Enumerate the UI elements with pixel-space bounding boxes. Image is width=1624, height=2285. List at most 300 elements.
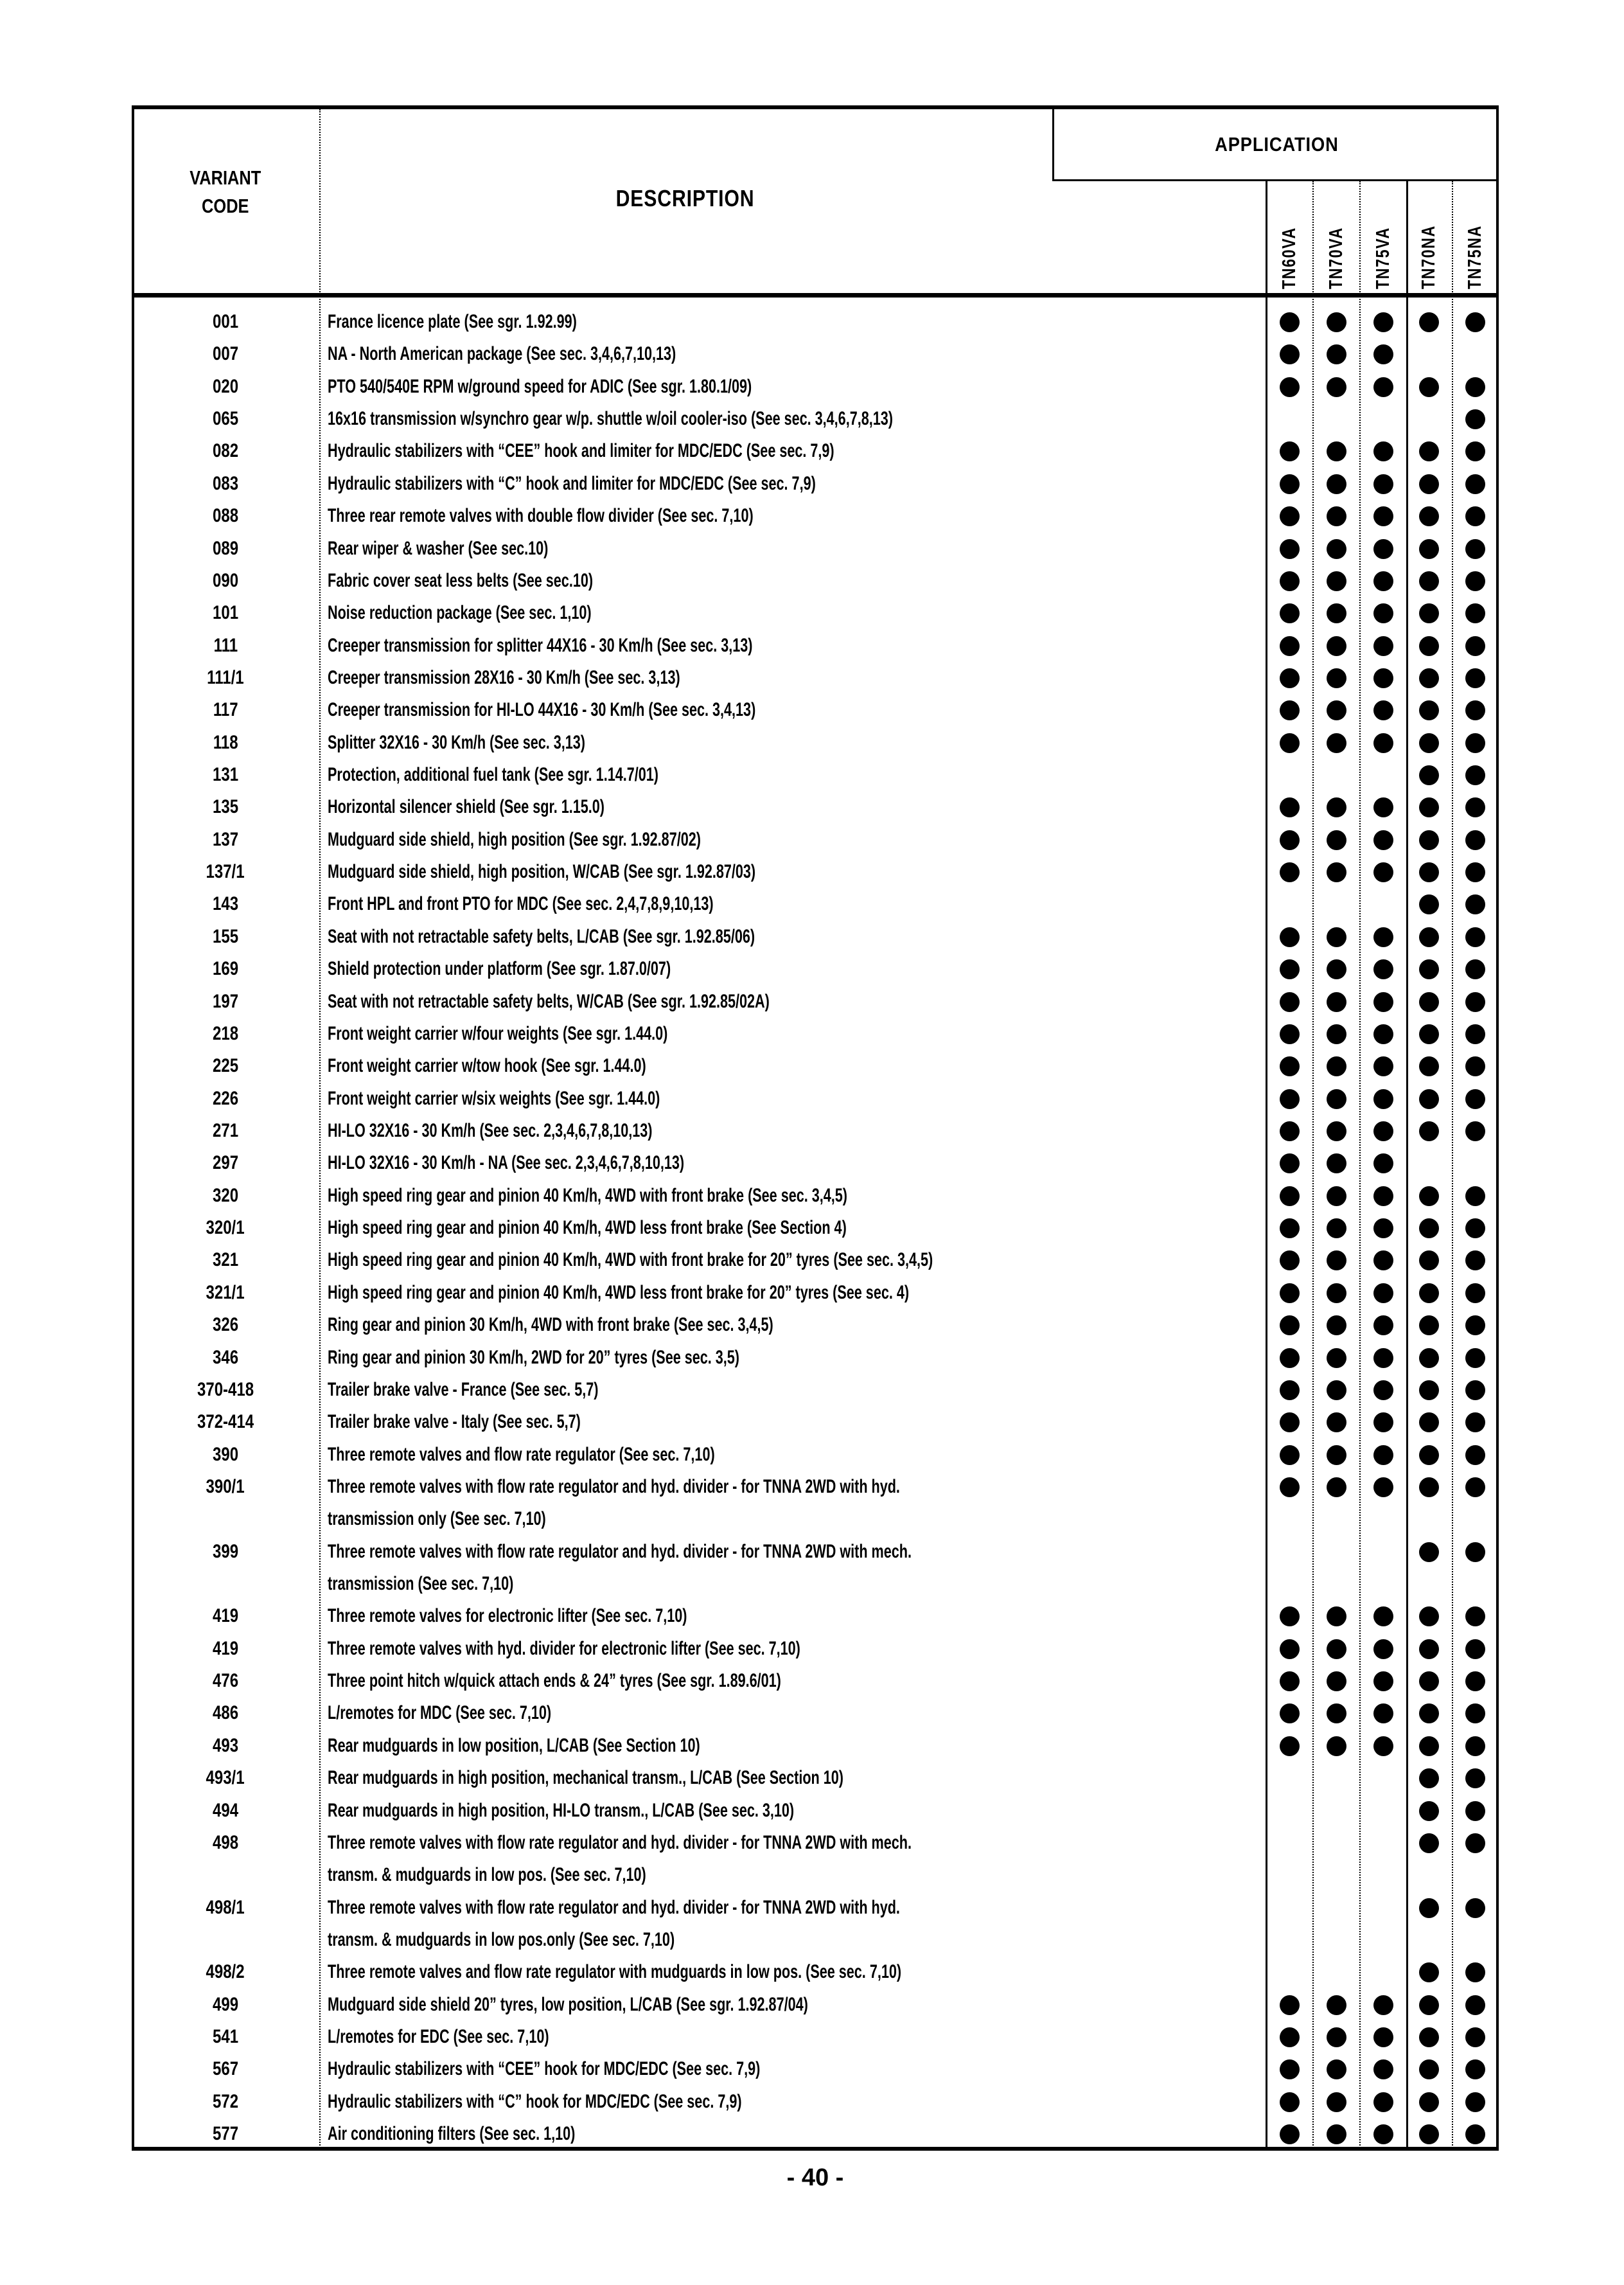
application-column-label: TN70VA [1326, 227, 1346, 289]
application-dot [1419, 1024, 1439, 1044]
application-dot [1465, 1639, 1485, 1659]
variant-code-cell: 493 [212, 1734, 239, 1756]
application-dot [1465, 539, 1485, 559]
description-cell: Rear mudguards in low position, L/CAB (See Section 10) [328, 1734, 700, 1756]
application-dot [1465, 1962, 1485, 1982]
application-dot [1280, 636, 1300, 656]
application-dot [1465, 797, 1485, 817]
application-dot [1465, 700, 1485, 720]
application-dot [1280, 344, 1300, 364]
variant-code-cell: 326 [212, 1314, 239, 1336]
application-dot [1280, 1024, 1300, 1044]
application-dot [1327, 668, 1346, 688]
description-cell: Front HPL and front PTO for MDC (See sec. 2,4,7,8,9,10,13) [328, 893, 714, 915]
application-dot [1465, 409, 1485, 429]
application-dot [1465, 1736, 1485, 1756]
application-dot [1327, 1445, 1346, 1465]
description-cell: transm. & mudguards in low pos. (See sec. 7,10) [328, 1864, 646, 1886]
application-dot [1465, 1348, 1485, 1368]
application-dot [1373, 1250, 1393, 1270]
variant-code-cell: 137/1 [206, 861, 245, 883]
application-dot [1327, 992, 1346, 1012]
application-dot [1280, 830, 1300, 850]
application-dot [1419, 1412, 1439, 1432]
application-dot [1373, 1477, 1393, 1497]
description-cell: transmission (See sec. 7,10) [328, 1573, 514, 1595]
application-dot [1373, 797, 1393, 817]
application-dot [1465, 894, 1485, 914]
application-dot [1419, 1833, 1439, 1853]
application-dot [1465, 1898, 1485, 1918]
application-dot [1465, 668, 1485, 688]
application-dot [1419, 1542, 1439, 1562]
application-dot [1419, 312, 1439, 332]
table-row [132, 468, 1499, 500]
application-dot [1373, 1412, 1393, 1432]
application-dot [1373, 571, 1393, 591]
description-cell: Mudguard side shield, high position (See sgr. 1.92.87/02) [328, 828, 701, 850]
description-cell: Three remote valves with hyd. divider for electronic lifter (See sec. 7,10) [328, 1637, 800, 1659]
table-row [132, 2053, 1499, 2085]
application-dot [1419, 474, 1439, 494]
application-dot [1419, 2092, 1439, 2112]
description-cell: Hydraulic stabilizers with “CEE” hook for MDC/EDC (See sec. 7,9) [328, 2058, 761, 2080]
application-dot [1373, 474, 1393, 494]
variant-code-cell: 135 [212, 796, 239, 818]
table-row [132, 1212, 1499, 1244]
variant-code-cell: 118 [213, 731, 238, 753]
description-cell: HI-LO 32X16 - 30 Km/h (See sec. 2,3,4,6,7,8,10,13) [328, 1120, 653, 1141]
description-cell: High speed ring gear and pinion 40 Km/h, 4WD with front brake for 20” tyres (See sec. 3,4,5) [328, 1249, 933, 1271]
table-row [132, 1730, 1499, 1762]
application-dot [1327, 862, 1346, 882]
application-dot [1465, 927, 1485, 947]
application-dot [1419, 1606, 1439, 1626]
application-dot [1327, 1995, 1346, 2015]
table-row [132, 1277, 1499, 1309]
description-cell: Splitter 32X16 - 30 Km/h (See sec. 3,13) [328, 731, 585, 753]
application-dot [1280, 797, 1300, 817]
description-cell: Creeper transmission for HI-LO 44X16 - 30 Km/h (See sec. 3,4,13) [328, 699, 756, 721]
description-cell: Three remote valves and flow rate regulator (See sec. 7,10) [328, 1443, 715, 1465]
application-dot [1465, 765, 1485, 785]
description-cell: Hydraulic stabilizers with “CEE” hook and limiter for MDC/EDC (See sec. 7,9) [328, 440, 834, 462]
page-number: - 40 - [786, 2164, 844, 2191]
table-row [132, 1309, 1499, 1341]
application-dot [1419, 1186, 1439, 1206]
table-row [132, 1956, 1499, 1988]
application-dot [1465, 1380, 1485, 1400]
application-dot [1373, 1703, 1393, 1723]
table-row [132, 630, 1499, 662]
application-dot [1373, 1121, 1393, 1141]
description-cell: Rear mudguards in high position, HI-LO transm., L/CAB (See sec. 3,10) [328, 1799, 795, 1821]
application-dot [1327, 1121, 1346, 1141]
application-dot [1419, 539, 1439, 559]
table-row [132, 1827, 1499, 1892]
application-dot [1419, 927, 1439, 947]
application-dot [1280, 312, 1300, 332]
variant-code-cell: 007 [212, 343, 239, 365]
application-dot [1419, 1995, 1439, 2015]
application-dot [1280, 2027, 1300, 2047]
application-dot [1465, 1218, 1485, 1238]
application-dot [1465, 1445, 1485, 1465]
application-dot [1373, 1089, 1393, 1109]
table-row [132, 694, 1499, 726]
table-row [132, 1471, 1499, 1536]
application-column-label: TN75VA [1373, 227, 1393, 289]
application-dot [1280, 1186, 1300, 1206]
application-dot [1280, 1089, 1300, 1109]
table-row [132, 338, 1499, 370]
table-row [132, 2086, 1499, 2118]
application-dot [1327, 2092, 1346, 2112]
application-dot [1465, 2059, 1485, 2079]
application-dot [1373, 700, 1393, 720]
table-row [132, 565, 1499, 597]
description-cell: Trailer brake valve - France (See sec. 5,7) [328, 1378, 599, 1400]
application-dot [1465, 1542, 1485, 1562]
application-dot [1419, 441, 1439, 461]
variant-code-cell: 137 [212, 828, 239, 850]
application-dot [1327, 1703, 1346, 1723]
application-dot [1419, 1121, 1439, 1141]
table-row [132, 1147, 1499, 1179]
description-cell: PTO 540/540E RPM w/ground speed for ADIC (See sgr. 1.80.1/09) [328, 375, 752, 397]
variant-code-cell: 155 [212, 925, 239, 947]
application-dot [1465, 1024, 1485, 1044]
application-dot [1465, 312, 1485, 332]
application-dot [1327, 1056, 1346, 1076]
table-row [132, 435, 1499, 467]
description-cell: transmission only (See sec. 7,10) [328, 1508, 546, 1530]
application-dot [1373, 1995, 1393, 2015]
application-dot [1280, 1412, 1300, 1432]
application-dot [1327, 1186, 1346, 1206]
description-cell: Ring gear and pinion 30 Km/h, 4WD with front brake (See sec. 3,4,5) [328, 1314, 773, 1336]
description-cell: Three remote valves with flow rate regulator and hyd. divider - for TNNA 2WD with mech. [328, 1831, 912, 1853]
description-cell: Front weight carrier w/six weights (See sgr. 1.44.0) [328, 1087, 660, 1109]
application-dot [1373, 506, 1393, 526]
variant-code-cell: 271 [212, 1120, 239, 1141]
application-dot [1419, 1703, 1439, 1723]
application-dot [1280, 700, 1300, 720]
application-dot [1465, 377, 1485, 397]
application-dot [1280, 927, 1300, 947]
variant-code-cell: 065 [212, 408, 239, 430]
application-dot [1465, 1186, 1485, 1206]
description-cell: Rear mudguards in high position, mechanical transm., L/CAB (See Section 10) [328, 1767, 843, 1789]
application-dot [1280, 1606, 1300, 1626]
variant-code-cell: 088 [212, 505, 239, 527]
variant-code-cell: 226 [212, 1087, 239, 1109]
table-row [132, 533, 1499, 565]
variant-code-cell: 111 [213, 634, 238, 656]
application-dot [1280, 1703, 1300, 1723]
application-dot [1280, 1056, 1300, 1076]
application-dot [1327, 2027, 1346, 2047]
variant-code-cell: 169 [212, 958, 239, 980]
table-row [132, 888, 1499, 920]
application-dot [1327, 377, 1346, 397]
application-dot [1373, 312, 1393, 332]
application-dot [1419, 1056, 1439, 1076]
application-dot [1419, 1768, 1439, 1788]
application-dot [1373, 1153, 1393, 1173]
application-dot [1280, 1348, 1300, 1368]
description-cell: Rear wiper & washer (See sec.10) [328, 537, 549, 559]
application-dot [1280, 992, 1300, 1012]
table-row [132, 953, 1499, 985]
variant-code-cell: 089 [212, 537, 239, 559]
table-row [132, 662, 1499, 694]
variant-code-cell: 541 [212, 2026, 239, 2048]
application-dot [1419, 992, 1439, 1012]
application-dot [1280, 603, 1300, 623]
application-dot [1373, 2059, 1393, 2079]
header-divider-line [132, 293, 1499, 298]
variant-code-cell: 498/1 [206, 1896, 245, 1918]
description-cell: Creeper transmission for splitter 44X16 - 30 Km/h (See sec. 3,13) [328, 634, 753, 656]
application-dot [1465, 2124, 1485, 2144]
application-dot [1280, 506, 1300, 526]
application-column-label: TN75NA [1465, 225, 1485, 289]
table-row [132, 1406, 1499, 1438]
variant-code-cell: 020 [212, 375, 239, 397]
description-cell: HI-LO 32X16 - 30 Km/h - NA (See sec. 2,3,4,6,7,8,10,13) [328, 1152, 685, 1174]
table-row [132, 791, 1499, 823]
application-dot [1373, 927, 1393, 947]
application-dot [1327, 2124, 1346, 2144]
variant-code-cell: 131 [212, 764, 239, 786]
description-cell: France licence plate (See sgr. 1.92.99) [328, 311, 577, 332]
application-dot [1327, 1153, 1346, 1173]
description-cell: Seat with not retractable safety belts, W/CAB (See sgr. 1.92.85/02A) [328, 990, 770, 1012]
application-dot [1327, 1283, 1346, 1303]
variant-code-cell: 346 [212, 1346, 239, 1368]
application-dot [1327, 1250, 1346, 1270]
variant-code-cell: 476 [212, 1670, 239, 1692]
application-dot [1419, 1250, 1439, 1270]
application-header-box [1052, 105, 1499, 181]
variant-code-cell: 390/1 [206, 1475, 245, 1497]
application-dot [1327, 1218, 1346, 1238]
application-dot [1280, 1250, 1300, 1270]
variant-code-cell: 197 [212, 990, 239, 1012]
application-dot [1419, 1639, 1439, 1659]
application-dot [1327, 441, 1346, 461]
application-dot [1419, 700, 1439, 720]
description-cell: NA - North American package (See sec. 3,4,6,7,10,13) [328, 343, 676, 365]
application-dot [1465, 830, 1485, 850]
table-row [132, 1600, 1499, 1632]
description-cell: Three remote valves for electronic lifter (See sec. 7,10) [328, 1605, 687, 1627]
description-cell: Noise reduction package (See sec. 1,10) [328, 602, 592, 624]
application-dot [1327, 1089, 1346, 1109]
description-cell: Front weight carrier w/four weights (See sgr. 1.44.0) [328, 1022, 668, 1044]
variant-code-cell: 101 [212, 602, 239, 624]
application-dot [1373, 1380, 1393, 1400]
variant-code-cell: 370-418 [197, 1378, 254, 1400]
application-dot [1327, 1348, 1346, 1368]
application-dot [1327, 312, 1346, 332]
application-dot [1280, 2124, 1300, 2144]
description-cell: L/remotes for EDC (See sec. 7,10) [328, 2026, 549, 2048]
description-cell: Hydraulic stabilizers with “C” hook for MDC/EDC (See sec. 7,9) [328, 2090, 742, 2112]
description-cell: Three point hitch w/quick attach ends & 24” tyres (See sgr. 1.89.6/01) [328, 1670, 781, 1692]
table-row [132, 1180, 1499, 1212]
application-dot [1327, 1606, 1346, 1626]
application-dot [1327, 344, 1346, 364]
application-dot [1327, 830, 1346, 850]
application-dot [1373, 1348, 1393, 1368]
application-dot [1465, 1768, 1485, 1788]
application-dot [1280, 1477, 1300, 1497]
application-dot [1465, 1671, 1485, 1691]
description-cell: L/remotes for MDC (See sec. 7,10) [328, 1702, 552, 1724]
application-dot [1419, 1089, 1439, 1109]
application-dot [1465, 1315, 1485, 1335]
application-dot [1465, 1056, 1485, 1076]
application-dot [1373, 603, 1393, 623]
description-cell: Creeper transmission 28X16 - 30 Km/h (See sec. 3,13) [328, 666, 680, 688]
application-dot [1373, 2027, 1393, 2047]
application-dot [1419, 1898, 1439, 1918]
description-cell: Trailer brake valve - Italy (See sec. 5,7) [328, 1411, 581, 1433]
variant-code-cell: 567 [212, 2058, 239, 2080]
table-row [132, 1697, 1499, 1729]
variant-code-cell: 083 [212, 472, 239, 494]
table-row [132, 2118, 1499, 2150]
application-dot [1373, 1671, 1393, 1691]
application-dot [1280, 1671, 1300, 1691]
variant-code-cell: 498/2 [206, 1961, 245, 1983]
application-column-label: TN70NA [1418, 225, 1439, 289]
application-dot [1419, 506, 1439, 526]
application-dot [1373, 1218, 1393, 1238]
application-dot [1280, 539, 1300, 559]
application-dot [1327, 1639, 1346, 1659]
application-dot [1419, 894, 1439, 914]
description-cell: High speed ring gear and pinion 40 Km/h, 4WD less front brake for 20” tyres (See sec. 4) [328, 1281, 910, 1303]
description-cell: Three remote valves and flow rate regulator with mudguards in low pos. (See sec. 7,10) [328, 1961, 902, 1983]
application-dot [1327, 1024, 1346, 1044]
application-dot [1327, 1315, 1346, 1335]
table-row [132, 1050, 1499, 1082]
table-row [132, 1665, 1499, 1697]
description-cell: Seat with not retractable safety belts, L/CAB (See sgr. 1.92.85/06) [328, 925, 755, 947]
application-dot [1419, 1445, 1439, 1465]
application-dot [1280, 474, 1300, 494]
table-row [132, 1633, 1499, 1665]
application-dot [1373, 1639, 1393, 1659]
application-dot [1465, 2027, 1485, 2047]
application-dot [1419, 1801, 1439, 1821]
description-cell: Fabric cover seat less belts (See sec.10) [328, 569, 594, 591]
table-row [132, 727, 1499, 759]
application-dot [1280, 377, 1300, 397]
table-row [132, 1536, 1499, 1601]
table-row [132, 500, 1499, 532]
application-dot [1465, 1250, 1485, 1270]
application-dot [1373, 1056, 1393, 1076]
application-dot [1280, 1639, 1300, 1659]
application-dot [1373, 1736, 1393, 1756]
application-dot [1327, 506, 1346, 526]
description-cell: Mudguard side shield, high position, W/CAB (See sgr. 1.92.87/03) [328, 861, 756, 883]
table-row [132, 824, 1499, 856]
application-dot [1327, 927, 1346, 947]
variant-code-cell: 494 [212, 1799, 239, 1821]
application-dot [1465, 733, 1485, 753]
application-dot [1280, 1153, 1300, 1173]
application-dot [1280, 2059, 1300, 2079]
application-dot [1327, 474, 1346, 494]
application-dot [1280, 1380, 1300, 1400]
application-dot [1280, 2092, 1300, 2112]
variant-code-cell: 117 [213, 699, 238, 721]
table-row [132, 1374, 1499, 1406]
variant-code-cell: 493/1 [206, 1767, 245, 1789]
table-row [132, 1439, 1499, 1471]
table-row [132, 371, 1499, 403]
application-dot [1465, 1412, 1485, 1432]
application-dot [1280, 1315, 1300, 1335]
application-dot [1327, 636, 1346, 656]
application-dot [1280, 441, 1300, 461]
application-dot [1419, 636, 1439, 656]
variant-code-cell: 572 [212, 2090, 239, 2112]
description-cell: Ring gear and pinion 30 Km/h, 2WD for 20” tyres (See sec. 3,5) [328, 1346, 739, 1368]
application-dot [1419, 2059, 1439, 2079]
application-dot [1327, 1671, 1346, 1691]
table-row [132, 1018, 1499, 1050]
application-dot [1280, 1736, 1300, 1756]
variant-code-cell: 111/1 [207, 666, 244, 688]
variant-code-cell: 577 [212, 2123, 239, 2145]
application-dot [1465, 1121, 1485, 1141]
application-dot [1327, 959, 1346, 979]
application-dot [1465, 441, 1485, 461]
table-row [132, 1795, 1499, 1827]
application-dot [1280, 1121, 1300, 1141]
variant-code-cell: 498 [212, 1831, 239, 1853]
table-row [132, 1892, 1499, 1957]
application-dot [1373, 1024, 1393, 1044]
application-dot [1419, 2027, 1439, 2047]
application-dot [1465, 506, 1485, 526]
description-header: DESCRIPTION [616, 185, 755, 211]
table-row [132, 1115, 1499, 1147]
application-dot [1419, 733, 1439, 753]
application-dot [1419, 1315, 1439, 1335]
variant-code-cell: 320/1 [206, 1217, 245, 1239]
application-dot [1373, 344, 1393, 364]
description-cell: Three rear remote valves with double flow divider (See sec. 7,10) [328, 505, 754, 527]
application-dot [1373, 1186, 1393, 1206]
variant-code-cell: 321/1 [206, 1281, 245, 1303]
table-row [132, 1342, 1499, 1374]
application-dot [1373, 1606, 1393, 1626]
variant-code-cell: 419 [212, 1637, 239, 1659]
application-dot [1280, 668, 1300, 688]
description-cell: Protection, additional fuel tank (See sgr. 1.14.7/01) [328, 764, 658, 786]
table-row [132, 1989, 1499, 2021]
variant-code-cell: 001 [212, 311, 239, 332]
application-dot [1327, 797, 1346, 817]
application-dot [1373, 992, 1393, 1012]
